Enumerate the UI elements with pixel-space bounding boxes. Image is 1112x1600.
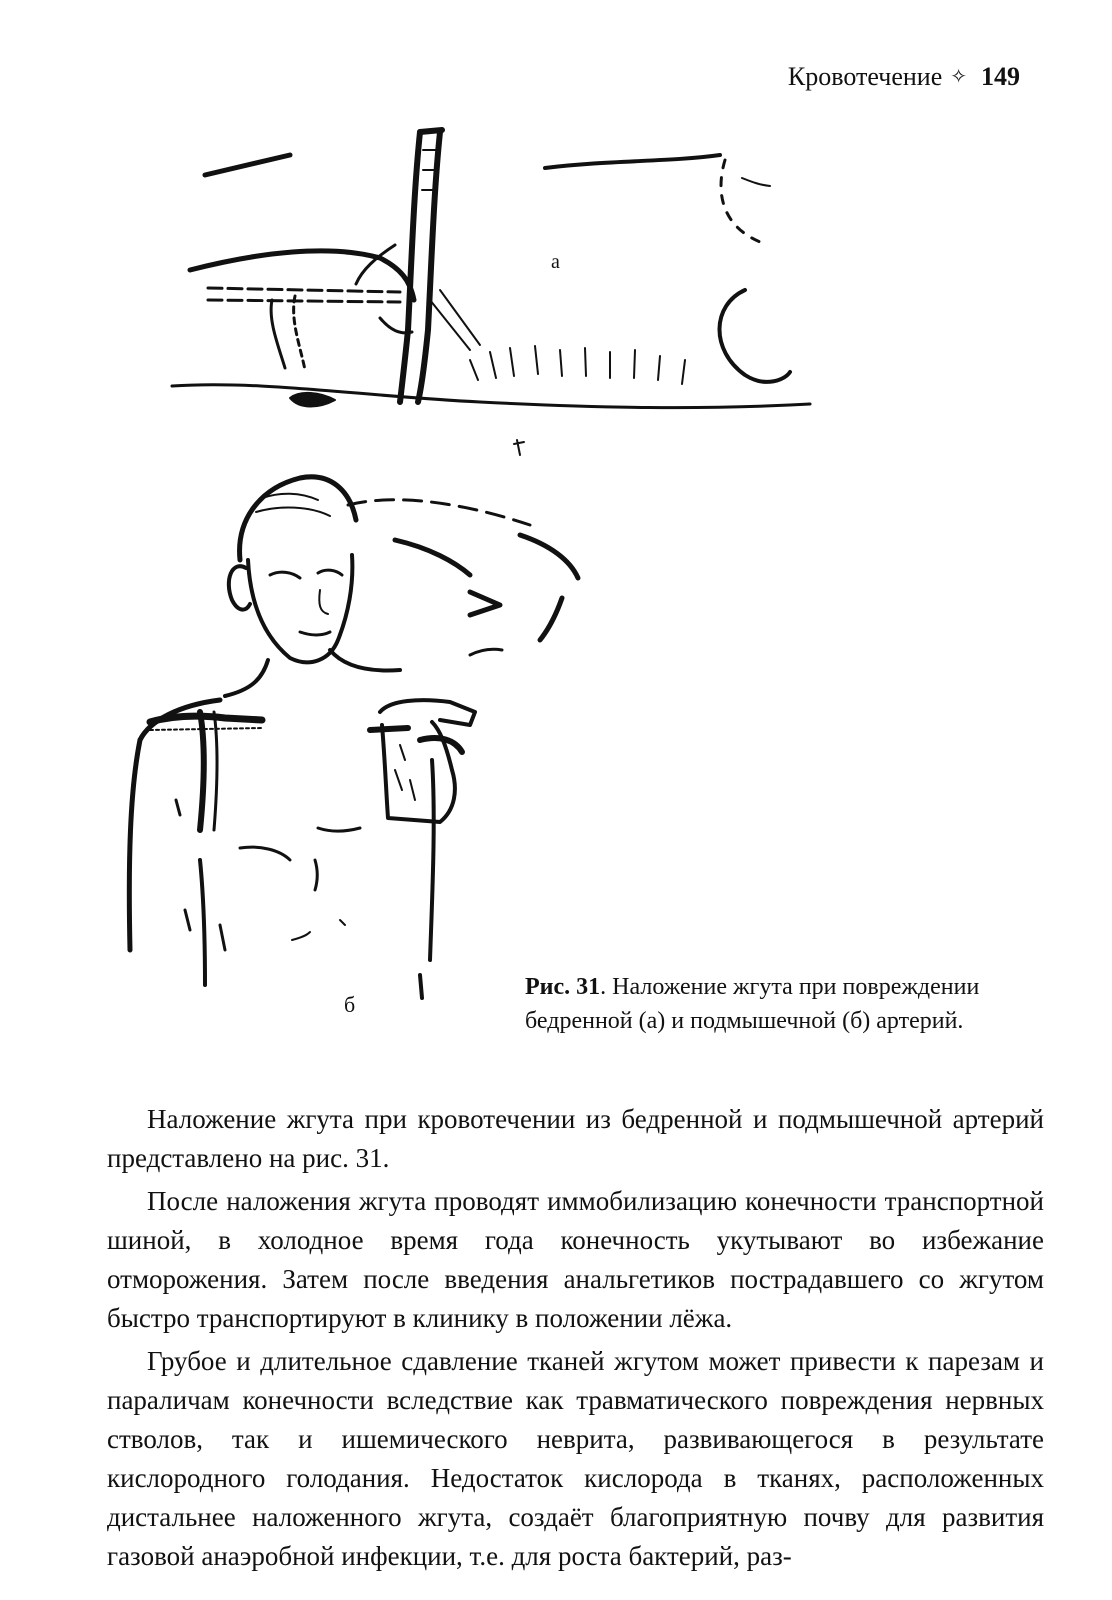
figure-caption [525, 970, 1045, 1038]
body-text [107, 1100, 1044, 1580]
paragraph: Грубое и длительное сдавление тканей жгутом может привести к парезам и параличам конечности вследствие как травматического повреждения нервных стволов, так и ишемического неврита, развивающегося в результате кислородного голодания. Недостаток кислорода в тканях, расположенных дистальнее наложенного жгута, создаёт благоприятную почву для развития газовой анаэробной инфекции, т.е. для роста бактерий, раз- [107, 1346, 1044, 1571]
illustration-armpit-tourniquet [129, 477, 578, 1017]
illustration-thigh-tourniquet [172, 130, 810, 455]
section-title: Кровотечение [787, 62, 943, 91]
paragraph: После наложения жгута проводят иммобилизацию конечности транспортной шиной, в холодное время года конечность укутывают во избежание отморожения. Затем после введения анальгетиков пострадавшего со жгутом быстро транспортируют в клинику в положении лёжа. [107, 1186, 1044, 1333]
figure-caption-text: . Наложение жгута при повреждении бедренной (а) и подмышечной (б) артерий. [525, 974, 980, 1034]
figure-label-b: б [344, 992, 356, 1017]
figure-label-a: а [551, 251, 560, 273]
paragraph: Наложение жгута при кровотечении из бедренной и подмышечной артерий представлено на рис. 31. [107, 1104, 1044, 1173]
diamond-separator-icon: ✧ [950, 66, 967, 88]
page-number: 149 [981, 62, 1020, 91]
figure-caption-label: Рис. 31 [525, 974, 601, 1000]
